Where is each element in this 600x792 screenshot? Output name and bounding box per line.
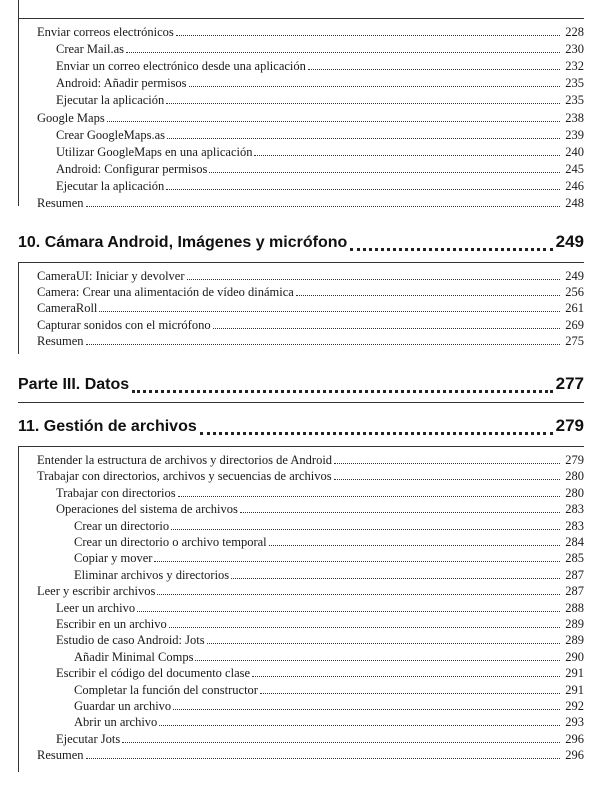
- leader-dots: [173, 698, 560, 710]
- toc-entry: [37, 268, 584, 284]
- leader-dots: [176, 24, 560, 36]
- left-margin-rule: [18, 0, 19, 206]
- toc-entry-title: Camera: Crear una alimentación de vídeo dinámica: [37, 285, 294, 300]
- toc-entry: [56, 161, 584, 177]
- chapter-11-margin-rule: [18, 446, 19, 772]
- toc-entry-page: 235: [565, 93, 584, 108]
- toc-entry: [74, 550, 584, 566]
- toc-entry-page: 289: [565, 633, 584, 648]
- toc-entry-page: 248: [565, 196, 584, 210]
- toc-entry-title: Resumen: [37, 196, 84, 210]
- toc-entry-title: Crear GoogleMaps.as: [56, 127, 165, 142]
- leader-dots: [86, 747, 560, 759]
- toc-entry: [74, 698, 584, 714]
- leader-dots: [157, 583, 560, 595]
- leader-dots: [132, 372, 552, 393]
- leader-dots: [254, 144, 560, 156]
- toc-entry-page: 279: [565, 453, 584, 467]
- leader-dots: [260, 682, 560, 694]
- leader-dots: [107, 110, 560, 122]
- leader-dots: [213, 317, 560, 329]
- chapter-10-title: 10. Cámara Android, Imágenes y micrófono: [18, 234, 348, 251]
- toc-entry: [74, 682, 584, 698]
- leader-dots: [296, 284, 560, 296]
- toc-entry-title: Abrir un archivo: [74, 715, 158, 730]
- toc-entry-page: 249: [565, 269, 584, 283]
- leader-dots: [154, 550, 560, 562]
- toc-entry-title: Ejecutar Jots: [56, 731, 121, 746]
- toc-entry: [37, 317, 584, 333]
- part-3-title: Parte III. Datos: [18, 376, 130, 393]
- toc-entry-title: Trabajar con directorios: [56, 485, 176, 500]
- toc-entry-title: Escribir el código del documento clase: [56, 666, 251, 681]
- toc-entry-title: Resumen: [37, 333, 84, 348]
- toc-entry-page: 232: [565, 59, 584, 74]
- toc-entry-title: Copiar y mover: [74, 551, 153, 566]
- toc-entry-title: Completar la función del constructor: [74, 682, 258, 697]
- toc-entry: [56, 665, 584, 681]
- top-rule: [18, 18, 584, 19]
- toc-entry: [56, 600, 584, 616]
- toc-entry: [37, 747, 584, 763]
- toc-entry-page: 290: [565, 649, 584, 664]
- toc-entry: [56, 616, 584, 632]
- toc-entry-title: Operaciones del sistema de archivos: [56, 502, 238, 517]
- toc-entry: [56, 92, 584, 108]
- toc-entry-page: 292: [565, 699, 584, 713]
- toc-entry: [56, 41, 584, 57]
- leader-dots: [178, 485, 560, 497]
- toc-entry-page: 283: [565, 502, 584, 517]
- leader-dots: [122, 731, 560, 743]
- toc-entry-title: Android: Configurar permisos: [56, 161, 208, 176]
- toc-entry-page: 235: [565, 76, 584, 91]
- leader-dots: [166, 92, 560, 104]
- toc-entry: [56, 501, 584, 517]
- toc-entry-page: 287: [565, 567, 584, 582]
- chapter-10-heading: [18, 230, 584, 254]
- toc-entry: [56, 731, 584, 747]
- toc-entry: [56, 632, 584, 648]
- toc-entry-title: Crear un directorio: [74, 518, 170, 533]
- leader-dots: [207, 632, 560, 644]
- toc-entry-title: Capturar sonidos con el micrófono: [37, 317, 211, 332]
- part-3-heading: [18, 372, 584, 396]
- chapter-11-heading: [18, 414, 584, 438]
- toc-entry: [37, 333, 584, 349]
- toc-entry-page: 296: [565, 731, 584, 746]
- part-3-page: 277: [555, 374, 584, 393]
- part-3-rule: [18, 402, 584, 403]
- leader-dots: [200, 414, 553, 435]
- chapter-10-margin-rule: [18, 262, 19, 354]
- toc-entry: [74, 518, 584, 534]
- toc-entry: [37, 468, 584, 484]
- toc-entry-title: Utilizar GoogleMaps en una aplicación: [56, 144, 253, 159]
- toc-entry-page: 296: [565, 748, 584, 763]
- chapter-11-title: 11. Gestión de archivos: [18, 418, 197, 435]
- toc-entry-page: 228: [565, 25, 584, 39]
- leader-dots: [189, 75, 560, 87]
- toc-entry: [37, 452, 584, 468]
- chapter-11-page: 279: [555, 416, 584, 435]
- leader-dots: [252, 665, 560, 677]
- toc-entry-page: 291: [565, 682, 584, 697]
- toc-entry-page: 275: [565, 333, 584, 348]
- toc-entry: [56, 75, 584, 91]
- toc-entry: [74, 714, 584, 730]
- toc-entry: [56, 127, 584, 143]
- toc-entry: [74, 534, 584, 550]
- toc-entry-title: Resumen: [37, 748, 84, 763]
- toc-entry-title: Leer un archivo: [56, 600, 136, 615]
- toc-entry-title: Enviar correos electrónicos: [37, 25, 174, 39]
- toc-entry-page: 288: [565, 600, 584, 615]
- leader-dots: [209, 161, 560, 173]
- toc-entry-page: 238: [565, 110, 584, 125]
- toc-entry: [37, 110, 584, 126]
- leader-dots: [187, 268, 560, 280]
- toc-entry-title: Crear Mail.as: [56, 42, 125, 57]
- toc-entry-title: Trabajar con directorios, archivos y secuencias de archivos: [37, 469, 332, 484]
- leader-dots: [231, 567, 560, 579]
- toc-entry-page: 269: [565, 317, 584, 332]
- toc-entry-title: Google Maps: [37, 110, 105, 125]
- toc-entry-title: Eliminar archivos y directorios: [74, 567, 230, 582]
- leader-dots: [126, 41, 560, 53]
- toc-entry-page: 240: [565, 144, 584, 159]
- toc-entry-title: Ejecutar la aplicación: [56, 178, 165, 193]
- leader-dots: [334, 468, 560, 480]
- toc-entry-page: 289: [565, 617, 584, 631]
- toc-entry: [37, 300, 584, 316]
- leader-dots: [350, 230, 552, 251]
- toc-entry-page: 280: [565, 485, 584, 500]
- chapter-10-rule: [18, 262, 584, 263]
- chapter-11-rule: [18, 446, 584, 447]
- leader-dots: [86, 333, 560, 345]
- leader-dots: [171, 518, 560, 530]
- toc-entry: [74, 567, 584, 583]
- leader-dots: [334, 452, 560, 464]
- toc-entry-title: Android: Añadir permisos: [56, 76, 187, 91]
- toc-entry-title: Estudio de caso Android: Jots: [56, 633, 205, 648]
- toc-entry-title: Añadir Minimal Comps: [74, 649, 194, 664]
- toc-entry: [37, 583, 584, 599]
- toc-entry-page: 283: [565, 518, 584, 533]
- toc-entry-title: CameraUI: Iniciar y devolver: [37, 269, 185, 283]
- leader-dots: [195, 649, 560, 661]
- leader-dots: [308, 58, 560, 70]
- toc-entry-page: 245: [565, 161, 584, 176]
- toc-entry: [74, 649, 584, 665]
- toc-entry-title: CameraRoll: [37, 301, 98, 316]
- leader-dots: [169, 616, 560, 628]
- toc-entry-page: 284: [565, 535, 584, 549]
- toc-entry-page: 256: [565, 285, 584, 300]
- toc-entry: [56, 58, 584, 74]
- toc-entry-title: Ejecutar la aplicación: [56, 93, 165, 108]
- toc-entry-title: Guardar un archivo: [74, 699, 172, 713]
- chapter-10-page: 249: [555, 232, 584, 251]
- toc-entry-page: 261: [565, 301, 584, 316]
- leader-dots: [137, 600, 560, 612]
- toc-entry-title: Leer y escribir archivos: [37, 584, 156, 599]
- toc-entry-page: 287: [565, 584, 584, 599]
- toc-entry-page: 293: [565, 715, 584, 730]
- leader-dots: [240, 501, 560, 513]
- toc-entry: [56, 144, 584, 160]
- leader-dots: [159, 714, 560, 726]
- toc-entry-title: Escribir en un archivo: [56, 617, 167, 631]
- toc-entry-page: 285: [565, 551, 584, 566]
- toc-entry: [56, 485, 584, 501]
- leader-dots: [99, 300, 560, 312]
- leader-dots: [166, 178, 560, 190]
- toc-entry: [37, 24, 584, 40]
- toc-entry-title: Entender la estructura de archivos y directorios de Android: [37, 453, 333, 467]
- toc-entry-page: 246: [565, 178, 584, 193]
- leader-dots: [269, 534, 560, 546]
- toc-entry: [37, 284, 584, 300]
- toc-entry: [37, 195, 584, 211]
- toc-entry-title: Enviar un correo electrónico desde una aplicación: [56, 59, 306, 74]
- leader-dots: [86, 195, 560, 207]
- toc-entry-title: Crear un directorio o archivo temporal: [74, 535, 267, 549]
- toc-entry: [56, 178, 584, 194]
- toc-entry-page: 291: [565, 666, 584, 681]
- toc-entry-page: 239: [565, 127, 584, 142]
- toc-entry-page: 280: [565, 469, 584, 484]
- leader-dots: [167, 127, 560, 139]
- toc-entry-page: 230: [565, 42, 584, 57]
